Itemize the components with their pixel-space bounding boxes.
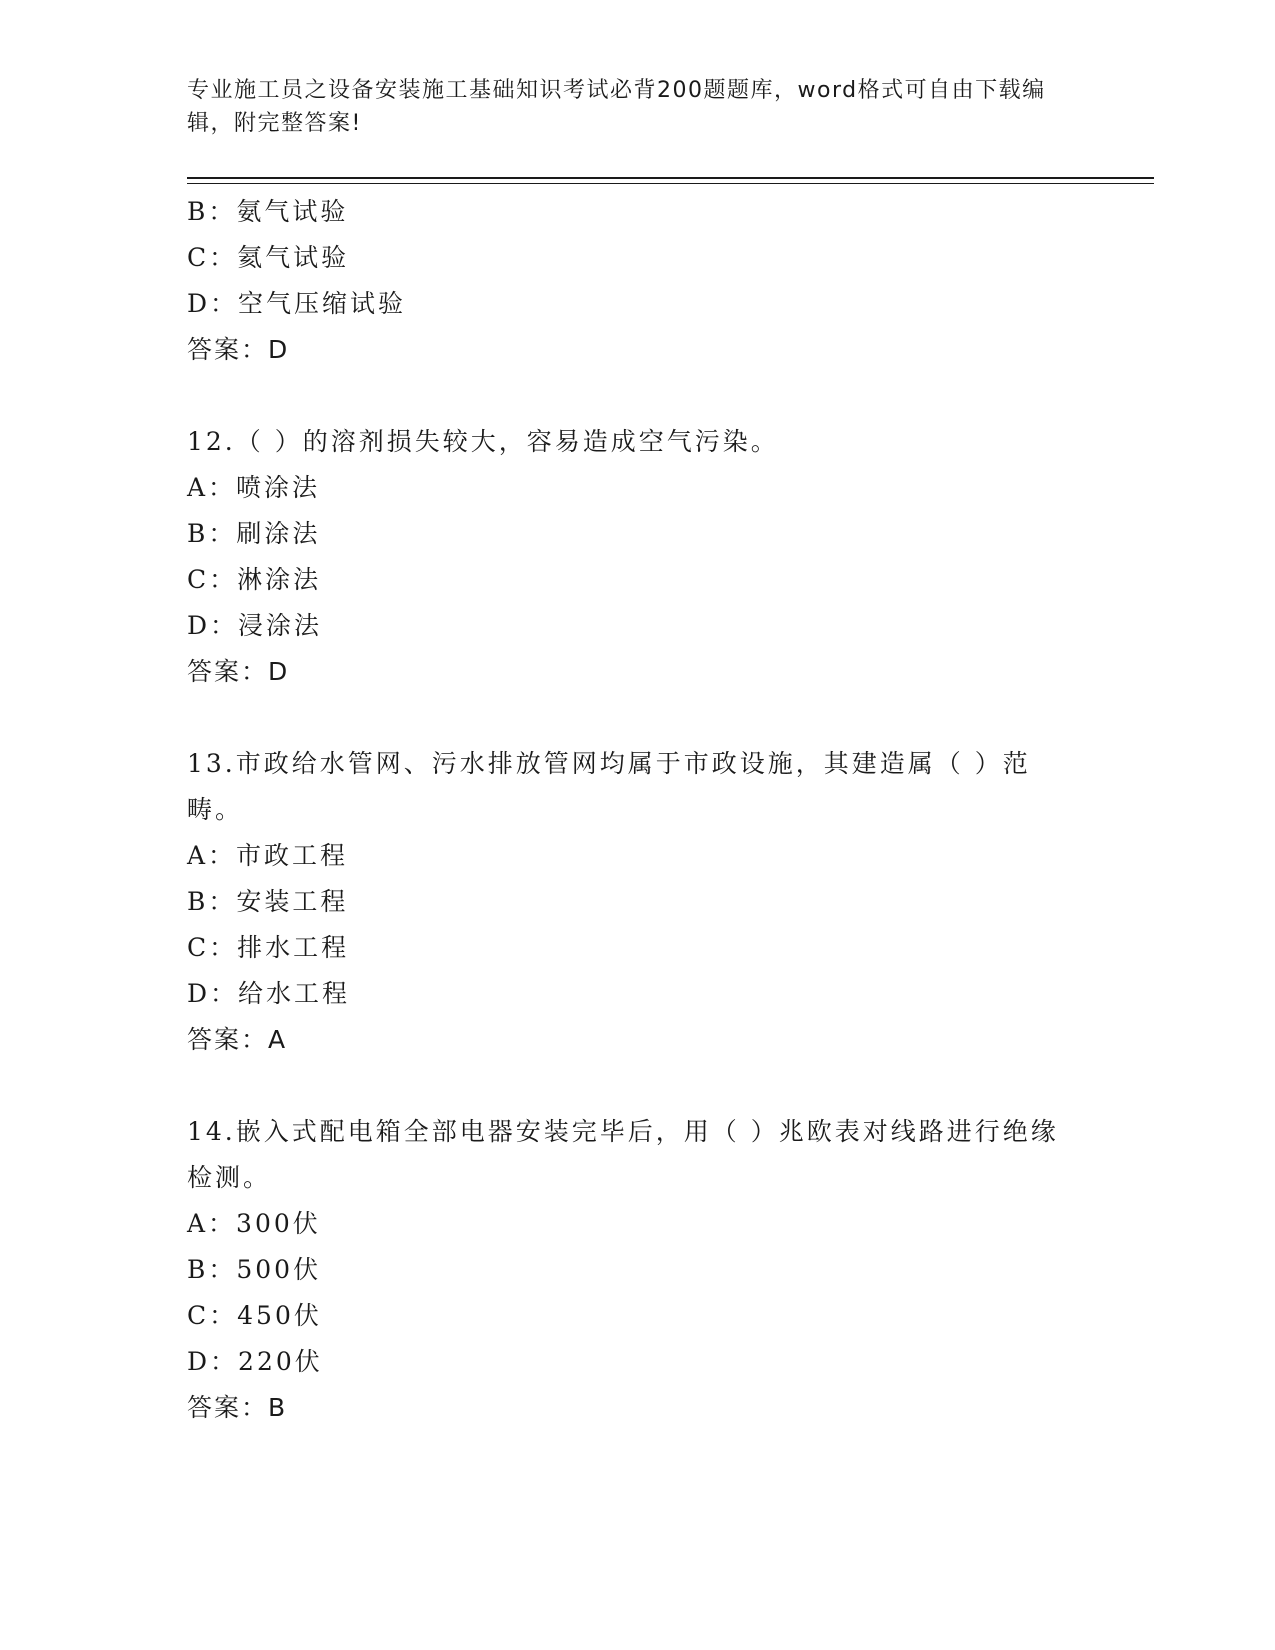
option-c: C：氦气试验 <box>187 243 350 272</box>
answer: 答案：A <box>187 1025 288 1054</box>
option-d: D：浸涂法 <box>187 611 323 640</box>
option-c: C：450伏 <box>187 1301 322 1330</box>
option-a: A：市政工程 <box>187 841 349 870</box>
spacer <box>187 695 1067 741</box>
partial-question-block <box>187 189 1067 373</box>
question-12 <box>187 419 1067 695</box>
header-rule-thin <box>187 183 1154 184</box>
answer: 答案：B <box>187 1393 288 1422</box>
document-body <box>187 189 1067 1431</box>
question-stem: 13.市政给水管网、污水排放管网均属于市政设施，其建造属（ ）范畴。 <box>187 749 1031 824</box>
option-d: D：给水工程 <box>187 979 351 1008</box>
header-rule-thick <box>187 177 1154 179</box>
answer: 答案：D <box>187 335 290 364</box>
document-header: 专业施工员之设备安装施工基础知识考试必背200题题库，word格式可自由下载编辑，附完整答案! <box>187 78 1046 136</box>
option-b: B：刷涂法 <box>187 519 321 548</box>
question-14 <box>187 1109 1067 1431</box>
question-stem: 14.嵌入式配电箱全部电器安装完毕后，用（ ）兆欧表对线路进行绝缘检测。 <box>187 1117 1059 1192</box>
option-c: C：淋涂法 <box>187 565 322 594</box>
question-stem: 12.（ ）的溶剂损失较大，容易造成空气污染。 <box>187 427 779 456</box>
option-b: B：500伏 <box>187 1255 322 1284</box>
option-a: A：喷涂法 <box>187 473 321 502</box>
spacer <box>187 1063 1067 1109</box>
option-b: B：氨气试验 <box>187 197 349 226</box>
option-b: B：安装工程 <box>187 887 349 916</box>
option-d: D：空气压缩试验 <box>187 289 407 318</box>
question-13 <box>187 741 1067 1063</box>
option-d: D：220伏 <box>187 1347 323 1376</box>
option-a: A：300伏 <box>187 1209 321 1238</box>
option-c: C：排水工程 <box>187 933 350 962</box>
spacer <box>187 373 1067 419</box>
answer: 答案：D <box>187 657 290 686</box>
